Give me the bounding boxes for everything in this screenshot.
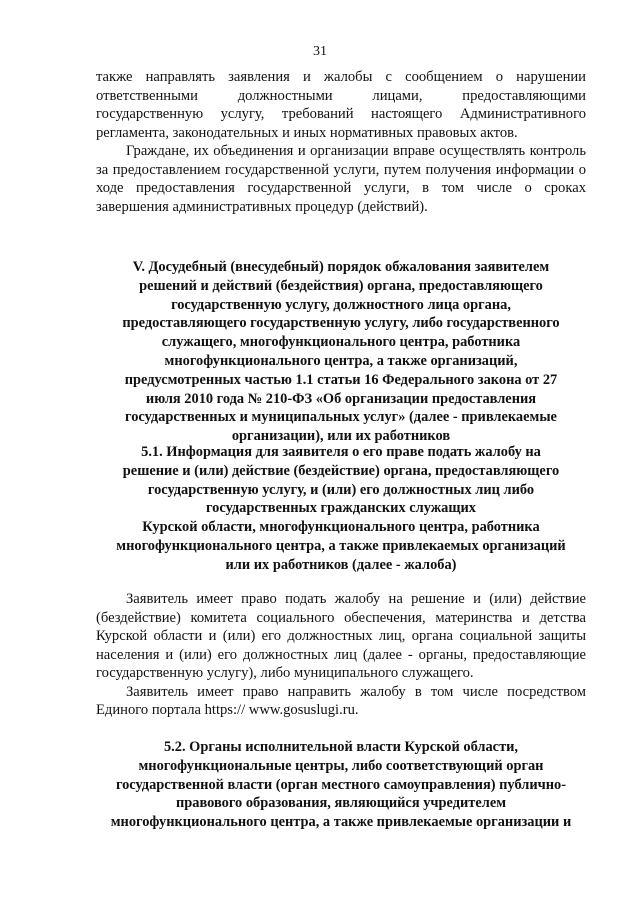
heading-line: или их работников (далее - жалоба) xyxy=(225,556,457,573)
heading-line: многофункционального центра, а также привлекаемых организаций xyxy=(116,537,566,554)
heading-line: многофункционального центра, а также организаций, xyxy=(164,352,518,369)
heading-line: 5.1. Информация для заявителя о его праве подать жалобу на xyxy=(141,444,541,460)
intro-paragraph-1: также направлять заявления и жалобы с сообщением о нарушении ответственными должностными лицами, предоставляющими государственную услугу, требований настоящего Административного регламента, законодательных и иных нормативных правовых актов. xyxy=(96,69,586,141)
heading-line: предоставляющего государственную услугу, либо государственного xyxy=(122,315,560,332)
heading-line: многофункциональные центры, либо соответствующий орган xyxy=(138,757,544,774)
intro-text xyxy=(96,68,586,216)
heading-line: государственных гражданских служащих xyxy=(206,500,476,517)
heading-line: служащего, многофункционального центра, работника xyxy=(161,334,521,351)
section-5-1-paragraph-1: Заявитель имеет право подать жалобу на решение и (или) действие (бездействие) комитета социального обеспечения, материнства и детства Курской области и (или) его должностных лиц, органа социальной защиты населения и (или) его должностных лиц (далее - органы, предоставляющие государственную услугу), либо муниципального служащего. xyxy=(96,591,586,681)
heading-line: государственную услугу, и (или) его должностных лиц либо xyxy=(147,481,535,498)
heading-line: решение и (или) действие (бездействие) органа, предоставляющего xyxy=(122,462,560,479)
heading-line: решений и действий (бездействия) органа, предоставляющего xyxy=(139,277,543,294)
section-5-1-heading xyxy=(96,443,586,575)
section-5-1-text xyxy=(96,590,586,720)
section-v-heading xyxy=(96,258,586,446)
heading-line: государственной власти (орган местного самоуправления) публично- xyxy=(115,776,567,793)
heading-line: государственную услугу, должностного лица органа, xyxy=(171,296,511,313)
heading-line: многофункционального центра, а также привлекаемые организации и xyxy=(110,814,572,831)
intro-paragraph-2: Граждане, их объединения и организации вправе осуществлять контроль за предоставлением государственной услуги, путем получения информации о ходе предоставления государственной услуги, в том числе о сроках завершения административных процедур (действий). xyxy=(96,143,586,215)
heading-line: предусмотренных частью 1.1 статьи 16 Федерального закона от 27 xyxy=(124,371,558,388)
section-5-1-paragraph-2: Заявитель имеет право направить жалобу в том числе посредством Единого портала https:// www.gosuslugi.ru. xyxy=(96,683,586,718)
section-5-2-heading xyxy=(96,738,586,832)
heading-line: V. Досудебный (внесудебный) порядок обжалования заявителем xyxy=(132,259,550,275)
heading-line: июля 2010 года № 210-ФЗ «Об организации предоставления xyxy=(145,390,537,407)
page-number: 31 xyxy=(313,44,327,59)
heading-line: 5.2. Органы исполнительной власти Курской области, xyxy=(163,739,519,755)
heading-line: организации), или их работников xyxy=(231,428,451,445)
heading-line: Курской области, многофункционального центра, работника xyxy=(142,519,540,536)
heading-line: государственных и муниципальных услуг» (далее - привлекаемые xyxy=(125,409,557,426)
heading-line: правового образования, являющийся учредителем xyxy=(175,795,507,812)
